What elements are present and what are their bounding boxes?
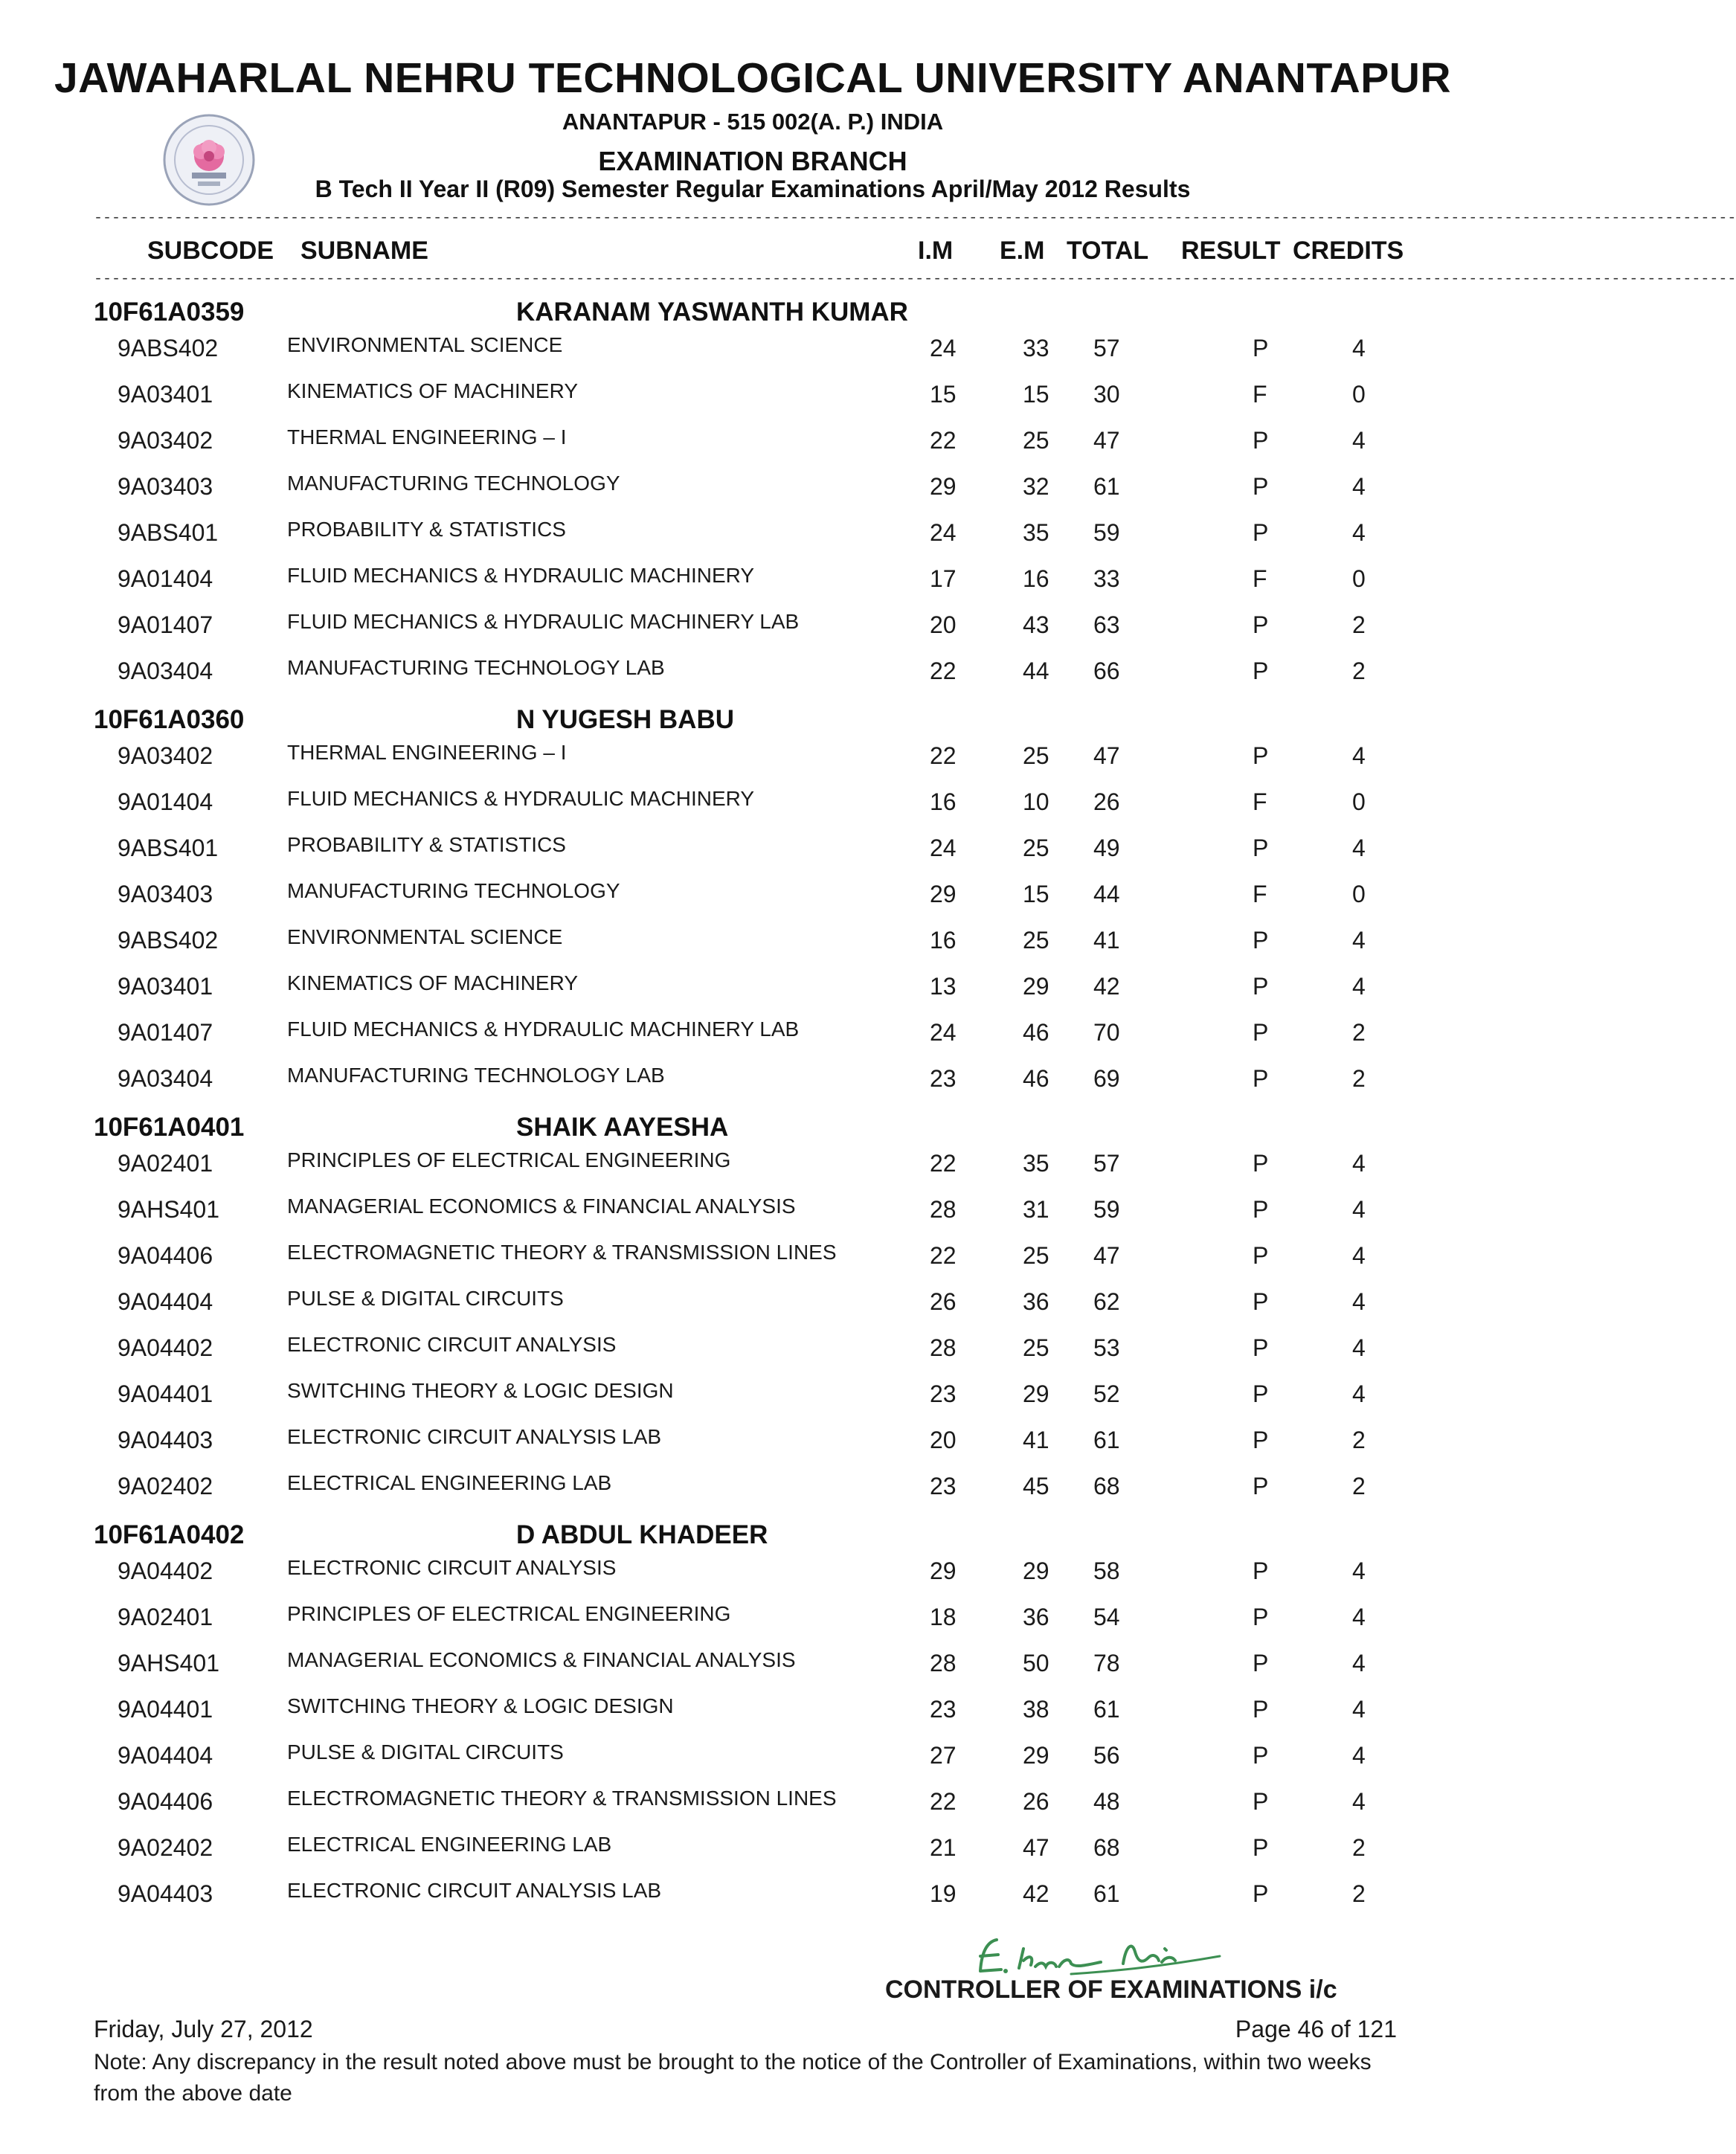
subname-cell: PRINCIPLES OF ELECTRICAL ENGINEERING	[287, 1602, 731, 1625]
em-cell: 29	[1023, 973, 1049, 1000]
im-cell: 24	[930, 519, 957, 546]
em-cell: 33	[1023, 335, 1049, 361]
total-cell: 49	[1093, 835, 1120, 861]
subname-cell: PULSE & DIGITAL CIRCUITS	[287, 1740, 564, 1764]
em-cell: 25	[1023, 1242, 1049, 1269]
student-name: KARANAM YASWANTH KUMAR	[516, 298, 908, 327]
im-cell: 22	[930, 1788, 957, 1815]
subcode-cell: 9ABS402	[118, 927, 219, 954]
result-cell: P	[1253, 427, 1269, 454]
em-cell: 15	[1023, 881, 1049, 907]
result-cell: P	[1253, 1604, 1269, 1630]
total-cell: 56	[1093, 1742, 1120, 1769]
result-cell: P	[1253, 835, 1269, 861]
subname-cell: KINEMATICS OF MACHINERY	[287, 379, 579, 402]
result-cell: P	[1253, 1242, 1269, 1269]
subname-cell: ENVIRONMENTAL SCIENCE	[287, 925, 563, 948]
total-cell: 68	[1093, 1473, 1120, 1499]
total-cell: 42	[1093, 973, 1120, 1000]
em-cell: 42	[1023, 1880, 1049, 1907]
im-cell: 27	[930, 1742, 957, 1769]
result-cell: P	[1253, 1834, 1269, 1861]
result-cell: P	[1253, 1380, 1269, 1407]
credits-cell: 2	[1352, 658, 1366, 684]
credits-cell: 4	[1352, 1334, 1366, 1361]
im-cell: 22	[930, 1150, 957, 1177]
credits-cell: 2	[1352, 1834, 1366, 1861]
subcode-cell: 9A03404	[118, 1065, 213, 1092]
em-cell: 25	[1023, 835, 1049, 861]
total-cell: 44	[1093, 881, 1120, 907]
issue-date: Friday, July 27, 2012	[94, 2016, 313, 2042]
subcode-cell: 9AHS401	[118, 1650, 219, 1676]
im-cell: 24	[930, 335, 957, 361]
im-cell: 24	[930, 835, 957, 861]
subname-cell: ELECTRONIC CIRCUIT ANALYSIS LAB	[287, 1879, 662, 1902]
total-cell: 63	[1093, 611, 1120, 638]
total-cell: 61	[1093, 1696, 1120, 1723]
subname-cell: MANUFACTURING TECHNOLOGY LAB	[287, 1064, 665, 1087]
student-name: SHAIK AAYESHA	[516, 1113, 729, 1142]
em-cell: 15	[1023, 381, 1049, 408]
page-number: Page 46 of 121	[1235, 2016, 1397, 2042]
em-cell: 47	[1023, 1834, 1049, 1861]
total-cell: 47	[1093, 1242, 1120, 1269]
em-cell: 29	[1023, 1742, 1049, 1769]
subcode-cell: 9A01404	[118, 565, 213, 592]
student-name: N YUGESH BABU	[516, 705, 735, 734]
subname-cell: ELECTRONIC CIRCUIT ANALYSIS	[287, 1333, 617, 1356]
im-cell: 23	[930, 1473, 957, 1499]
em-cell: 50	[1023, 1650, 1049, 1676]
total-cell: 57	[1093, 335, 1120, 361]
subcode-cell: 9A01407	[118, 1019, 213, 1046]
result-cell: F	[1253, 565, 1267, 592]
subname-cell: PROBABILITY & STATISTICS	[287, 833, 566, 856]
subcode-cell: 9A04401	[118, 1380, 213, 1407]
result-cell: P	[1253, 1557, 1269, 1584]
university-address: ANANTAPUR - 515 002(A. P.) INDIA	[562, 109, 944, 135]
subcode-cell: 9A04403	[118, 1427, 213, 1453]
result-cell: P	[1253, 611, 1269, 638]
credits-cell: 0	[1352, 788, 1366, 815]
result-cell: F	[1253, 788, 1267, 815]
total-cell: 41	[1093, 927, 1120, 954]
result-cell: P	[1253, 1696, 1269, 1723]
col-result: RESULT	[1181, 237, 1281, 265]
result-cell: P	[1253, 1742, 1269, 1769]
subname-cell: ENVIRONMENTAL SCIENCE	[287, 333, 563, 356]
total-cell: 61	[1093, 1880, 1120, 1907]
total-cell: 57	[1093, 1150, 1120, 1177]
result-cell: P	[1253, 927, 1269, 954]
em-cell: 29	[1023, 1380, 1049, 1407]
credits-cell: 2	[1352, 1427, 1366, 1453]
em-cell: 31	[1023, 1196, 1049, 1223]
university-title: JAWAHARLAL NEHRU TECHNOLOGICAL UNIVERSITY ANANTAPUR	[54, 54, 1452, 102]
em-cell: 25	[1023, 427, 1049, 454]
subname-cell: FLUID MECHANICS & HYDRAULIC MACHINERY	[287, 787, 755, 810]
credits-cell: 4	[1352, 1604, 1366, 1630]
im-cell: 20	[930, 611, 957, 638]
credits-cell: 2	[1352, 1473, 1366, 1499]
credits-cell: 4	[1352, 1150, 1366, 1177]
im-cell: 22	[930, 658, 957, 684]
credits-cell: 4	[1352, 473, 1366, 500]
col-subcode: SUBCODE	[147, 237, 274, 265]
im-cell: 24	[930, 1019, 957, 1046]
credits-cell: 2	[1352, 1065, 1366, 1092]
em-cell: 26	[1023, 1788, 1049, 1815]
credits-cell: 4	[1352, 1557, 1366, 1584]
result-cell: F	[1253, 881, 1267, 907]
credits-cell: 2	[1352, 1880, 1366, 1907]
total-cell: 26	[1093, 788, 1120, 815]
im-cell: 29	[930, 473, 957, 500]
header-divider-top: ----------------------------------------------------------------------------------------------------------------------------------------------------------------------------------------	[94, 210, 1736, 227]
em-cell: 25	[1023, 1334, 1049, 1361]
em-cell: 46	[1023, 1065, 1049, 1092]
credits-cell: 4	[1352, 927, 1366, 954]
result-cell: P	[1253, 658, 1269, 684]
em-cell: 35	[1023, 519, 1049, 546]
subname-cell: PROBABILITY & STATISTICS	[287, 518, 566, 541]
em-cell: 43	[1023, 611, 1049, 638]
em-cell: 32	[1023, 473, 1049, 500]
result-cell: P	[1253, 1150, 1269, 1177]
credits-cell: 4	[1352, 835, 1366, 861]
im-cell: 17	[930, 565, 957, 592]
subname-cell: SWITCHING THEORY & LOGIC DESIGN	[287, 1694, 674, 1717]
subname-cell: SWITCHING THEORY & LOGIC DESIGN	[287, 1379, 674, 1402]
result-cell: P	[1253, 1427, 1269, 1453]
credits-cell: 2	[1352, 1019, 1366, 1046]
total-cell: 68	[1093, 1834, 1120, 1861]
em-cell: 25	[1023, 742, 1049, 769]
credits-cell: 2	[1352, 611, 1366, 638]
subcode-cell: 9A01404	[118, 788, 213, 815]
total-cell: 48	[1093, 1788, 1120, 1815]
im-cell: 29	[930, 881, 957, 907]
col-em: E.M	[1000, 237, 1045, 265]
subname-cell: ELECTRONIC CIRCUIT ANALYSIS	[287, 1556, 617, 1579]
im-cell: 22	[930, 1242, 957, 1269]
subname-cell: MANUFACTURING TECHNOLOGY LAB	[287, 656, 665, 679]
total-cell: 70	[1093, 1019, 1120, 1046]
im-cell: 18	[930, 1604, 957, 1630]
subcode-cell: 9A03404	[118, 658, 213, 684]
subname-cell: THERMAL ENGINEERING – I	[287, 425, 567, 449]
result-cell: P	[1253, 742, 1269, 769]
im-cell: 15	[930, 381, 957, 408]
total-cell: 66	[1093, 658, 1120, 684]
subcode-cell: 9ABS401	[118, 519, 219, 546]
subname-cell: ELECTROMAGNETIC THEORY & TRANSMISSION LINES	[287, 1787, 837, 1810]
total-cell: 61	[1093, 1427, 1120, 1453]
subname-cell: PRINCIPLES OF ELECTRICAL ENGINEERING	[287, 1148, 731, 1171]
im-cell: 29	[930, 1557, 957, 1584]
em-cell: 10	[1023, 788, 1049, 815]
credits-cell: 4	[1352, 1380, 1366, 1407]
subcode-cell: 9A03403	[118, 473, 213, 500]
total-cell: 52	[1093, 1380, 1120, 1407]
subcode-cell: 9AHS401	[118, 1196, 219, 1223]
total-cell: 59	[1093, 1196, 1120, 1223]
subcode-cell: 9A02402	[118, 1473, 213, 1499]
discrepancy-note: Note: Any discrepancy in the result noted above must be brought to the notice of the Controller of Examinations, within two weeks from the above date	[94, 2050, 1372, 2106]
credits-cell: 0	[1352, 881, 1366, 907]
im-cell: 23	[930, 1065, 957, 1092]
subcode-cell: 9A03401	[118, 973, 213, 1000]
total-cell: 78	[1093, 1650, 1120, 1676]
im-cell: 16	[930, 788, 957, 815]
total-cell: 33	[1093, 565, 1120, 592]
subname-cell: MANAGERIAL ECONOMICS & FINANCIAL ANALYSIS	[287, 1195, 796, 1218]
student-name: D ABDUL KHADEER	[516, 1520, 768, 1549]
credits-cell: 4	[1352, 427, 1366, 454]
subcode-cell: 9A03402	[118, 742, 213, 769]
result-cell: P	[1253, 1334, 1269, 1361]
result-cell: P	[1253, 973, 1269, 1000]
im-cell: 13	[930, 973, 957, 1000]
subcode-cell: 9A04403	[118, 1880, 213, 1907]
exam-title: B Tech II Year II (R09) Semester Regular Examinations April/May 2012 Results	[315, 176, 1191, 202]
subname-cell: KINEMATICS OF MACHINERY	[287, 971, 579, 994]
subname-cell: FLUID MECHANICS & HYDRAULIC MACHINERY LAB	[287, 1017, 800, 1041]
im-cell: 20	[930, 1427, 957, 1453]
im-cell: 28	[930, 1650, 957, 1676]
result-cell: P	[1253, 1650, 1269, 1676]
total-cell: 53	[1093, 1334, 1120, 1361]
result-cell: P	[1253, 1065, 1269, 1092]
total-cell: 62	[1093, 1288, 1120, 1315]
credits-cell: 4	[1352, 1288, 1366, 1315]
subcode-cell: 9A04406	[118, 1242, 213, 1269]
credits-cell: 0	[1352, 381, 1366, 408]
subcode-cell: 9A04404	[118, 1288, 213, 1315]
credits-cell: 4	[1352, 742, 1366, 769]
im-cell: 22	[930, 742, 957, 769]
student-roll-number: 10F61A0401	[94, 1113, 245, 1142]
subname-cell: FLUID MECHANICS & HYDRAULIC MACHINERY LAB	[287, 610, 800, 633]
im-cell: 23	[930, 1380, 957, 1407]
subname-cell: ELECTROMAGNETIC THEORY & TRANSMISSION LINES	[287, 1241, 837, 1264]
subcode-cell: 9A02402	[118, 1834, 213, 1861]
credits-cell: 4	[1352, 1242, 1366, 1269]
credits-cell: 4	[1352, 1788, 1366, 1815]
subcode-cell: 9ABS401	[118, 835, 219, 861]
subcode-cell: 9A04401	[118, 1696, 213, 1723]
credits-cell: 4	[1352, 1196, 1366, 1223]
subcode-cell: 9A01407	[118, 611, 213, 638]
result-cell: P	[1253, 519, 1269, 546]
subcode-cell: 9A04406	[118, 1788, 213, 1815]
result-cell: P	[1253, 473, 1269, 500]
col-im: I.M	[918, 237, 954, 265]
student-roll-number: 10F61A0402	[94, 1520, 245, 1549]
subcode-cell: 9A04402	[118, 1557, 213, 1584]
subname-cell: ELECTRICAL ENGINEERING LAB	[287, 1471, 612, 1494]
result-cell: P	[1253, 1288, 1269, 1315]
header-divider-bottom: ----------------------------------------------------------------------------------------------------------------------------------------------------------------------------------------	[94, 271, 1736, 288]
col-subname: SUBNAME	[300, 237, 428, 265]
im-cell: 23	[930, 1696, 957, 1723]
subname-cell: THERMAL ENGINEERING – I	[287, 741, 567, 764]
result-cell: P	[1253, 1880, 1269, 1907]
subcode-cell: 9A04402	[118, 1334, 213, 1361]
subcode-cell: 9A02401	[118, 1150, 213, 1177]
controller-of-examinations: CONTROLLER OF EXAMINATIONS i/c	[885, 1975, 1337, 2004]
em-cell: 16	[1023, 565, 1049, 592]
total-cell: 61	[1093, 473, 1120, 500]
total-cell: 69	[1093, 1065, 1120, 1092]
subcode-cell: 9ABS402	[118, 335, 219, 361]
subname-cell: MANUFACTURING TECHNOLOGY	[287, 472, 620, 495]
result-cell: P	[1253, 1019, 1269, 1046]
im-cell: 26	[930, 1288, 957, 1315]
result-cell: P	[1253, 1196, 1269, 1223]
im-cell: 28	[930, 1334, 957, 1361]
subcode-cell: 9A03401	[118, 381, 213, 408]
em-cell: 36	[1023, 1288, 1049, 1315]
subname-cell: MANUFACTURING TECHNOLOGY	[287, 879, 620, 902]
subcode-cell: 9A03402	[118, 427, 213, 454]
result-cell: F	[1253, 381, 1267, 408]
im-cell: 19	[930, 1880, 957, 1907]
em-cell: 41	[1023, 1427, 1049, 1453]
credits-cell: 4	[1352, 335, 1366, 361]
em-cell: 44	[1023, 658, 1049, 684]
credits-cell: 4	[1352, 1650, 1366, 1676]
result-cell: P	[1253, 335, 1269, 361]
subname-cell: ELECTRICAL ENGINEERING LAB	[287, 1833, 612, 1856]
examination-branch: EXAMINATION BRANCH	[598, 146, 907, 176]
em-cell: 45	[1023, 1473, 1049, 1499]
credits-cell: 4	[1352, 1696, 1366, 1723]
im-cell: 16	[930, 927, 957, 954]
subcode-cell: 9A04404	[118, 1742, 213, 1769]
em-cell: 29	[1023, 1557, 1049, 1584]
em-cell: 35	[1023, 1150, 1049, 1177]
col-credits: CREDITS	[1293, 237, 1404, 265]
total-cell: 47	[1093, 742, 1120, 769]
student-roll-number: 10F61A0359	[94, 298, 245, 327]
total-cell: 54	[1093, 1604, 1120, 1630]
student-roll-number: 10F61A0360	[94, 705, 245, 734]
total-cell: 59	[1093, 519, 1120, 546]
subname-cell: PULSE & DIGITAL CIRCUITS	[287, 1287, 564, 1310]
credits-cell: 4	[1352, 973, 1366, 1000]
result-cell: P	[1253, 1788, 1269, 1815]
em-cell: 25	[1023, 927, 1049, 954]
subname-cell: ELECTRONIC CIRCUIT ANALYSIS LAB	[287, 1425, 662, 1448]
col-total: TOTAL	[1067, 237, 1149, 265]
total-cell: 47	[1093, 427, 1120, 454]
total-cell: 30	[1093, 381, 1120, 408]
im-cell: 21	[930, 1834, 957, 1861]
total-cell: 58	[1093, 1557, 1120, 1584]
subcode-cell: 9A02401	[118, 1604, 213, 1630]
em-cell: 46	[1023, 1019, 1049, 1046]
subname-cell: MANAGERIAL ECONOMICS & FINANCIAL ANALYSIS	[287, 1648, 796, 1671]
credits-cell: 0	[1352, 565, 1366, 592]
subcode-cell: 9A03403	[118, 881, 213, 907]
credits-cell: 4	[1352, 519, 1366, 546]
em-cell: 38	[1023, 1696, 1049, 1723]
result-cell: P	[1253, 1473, 1269, 1499]
credits-cell: 4	[1352, 1742, 1366, 1769]
im-cell: 22	[930, 427, 957, 454]
subname-cell: FLUID MECHANICS & HYDRAULIC MACHINERY	[287, 564, 755, 587]
im-cell: 28	[930, 1196, 957, 1223]
em-cell: 36	[1023, 1604, 1049, 1630]
